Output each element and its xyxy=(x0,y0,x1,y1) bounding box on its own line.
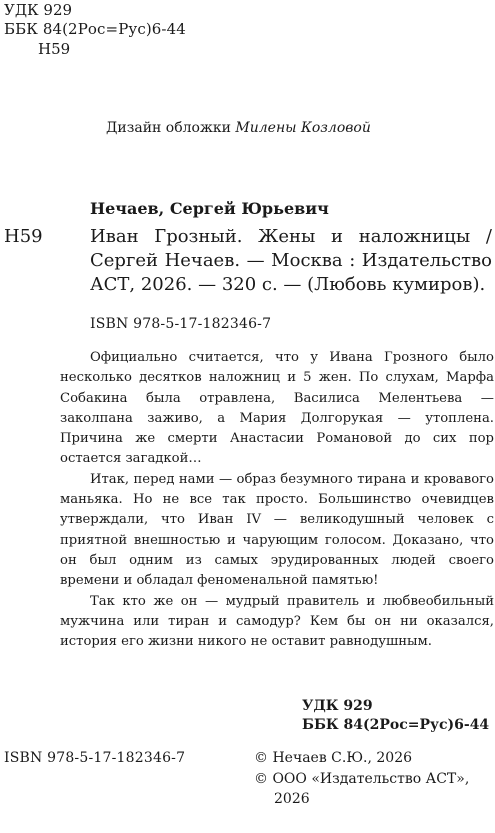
copyright-publisher: © ООО «Издательство АСТ», xyxy=(254,771,470,787)
bbk-header: ББК 84(2Рос=Рус)6-44 xyxy=(4,20,186,38)
author-code: Н59 xyxy=(4,226,43,247)
author-code-header: Н59 xyxy=(38,40,71,58)
designer-prefix: Дизайн обложки xyxy=(106,120,236,136)
bibliographic-description-line-1: Иван Грозный. Жены и наложницы / xyxy=(90,226,492,247)
annotation-paragraph-2: Итак, перед нами — образ безумного тирана и кровавого маньяка. Но не все так просто. Большинство очевидцев утверждали, что Иван IV — великодушный человек с приятной внешностью и чарующим голосом. Доказано, что он был одним из самых эрудированных людей своего времени и обладал феноменальной памятью! xyxy=(60,471,494,589)
cover-designer-credit xyxy=(106,119,371,137)
bibliographic-description-line-2: Сергей Нечаев. — Москва : Издательство xyxy=(90,250,492,271)
bibliographic-description-line-3: АСТ, 2026. — 320 с. — (Любовь кумиров). xyxy=(90,274,486,295)
copyright-author: © Нечаев С.Ю., 2026 xyxy=(254,750,413,766)
isbn: ISBN 978-5-17-182346-7 xyxy=(90,316,272,332)
author-heading: Нечаев, Сергей Юрьевич xyxy=(90,199,329,218)
udk-header: УДК 929 xyxy=(4,1,73,19)
copyright-year: 2026 xyxy=(274,791,310,807)
bbk-footer: ББК 84(2Рос=Рус)6-44 xyxy=(302,717,490,733)
annotation-paragraph-3: Так кто же он — мудрый правитель и любвеобильный мужчина или тиран и самодур? Кем бы он ни оказался, история его жизни никого не оставит равнодушным. xyxy=(60,593,494,650)
udk-footer: УДК 929 xyxy=(302,698,373,714)
book-annotation xyxy=(60,348,494,652)
designer-name: Милены Козловой xyxy=(235,120,371,136)
isbn-footer: ISBN 978-5-17-182346-7 xyxy=(4,750,186,766)
annotation-paragraph-1: Официально считается, что у Ивана Грозного было несколько десятков наложниц и 5 жен. По слухам, Марфа Собакина была отравлена, Василиса Мелентьева — заколпана заживо, а Мария Долгорукая — утоплена. Причина же смерти Анастасии Романовой до сих пор остается загадкой… xyxy=(60,350,494,467)
